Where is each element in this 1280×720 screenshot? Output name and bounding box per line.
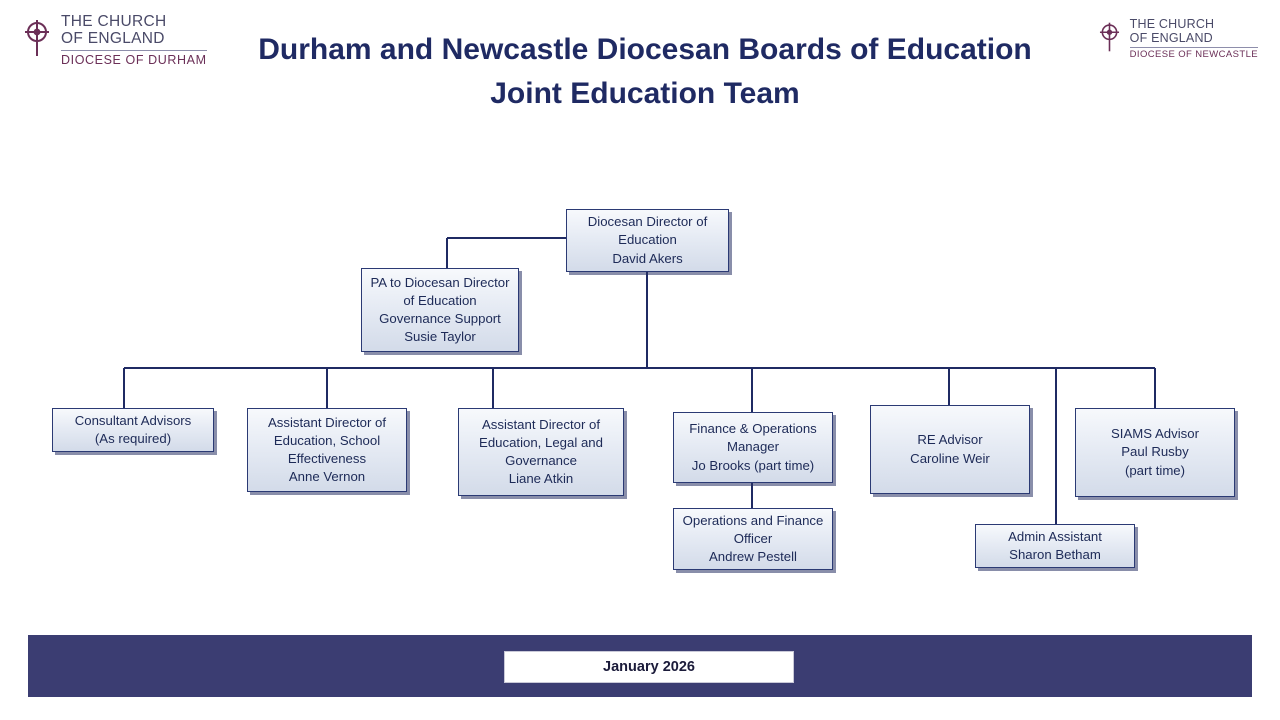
- node-text: Diocesan Director of Education David Akers: [587, 214, 708, 266]
- node-text: RE Advisor Caroline Weir: [910, 432, 990, 466]
- page-title-line1: Durham and Newcastle Diocesan Boards of Education: [258, 33, 1032, 66]
- node-diocesan-director-of-education[interactable]: [566, 209, 729, 272]
- node-text: PA to Diocesan Director of Education Governance Support Susie Taylor: [370, 274, 510, 345]
- node-assistant-director-school-effectiveness[interactable]: [247, 408, 407, 492]
- node-text: Admin Assistant Sharon Betham: [1008, 528, 1102, 562]
- logo-right-line2: OF ENGLAND: [1129, 30, 1213, 45]
- node-admin-assistant[interactable]: [975, 524, 1135, 568]
- node-text: Assistant Director of Education, School Effectiveness Anne Vernon: [268, 414, 386, 485]
- logo-left-diocese: DIOCESE OF DURHAM: [61, 50, 207, 68]
- node-siams-advisor[interactable]: [1075, 408, 1235, 497]
- footer-date-box: [504, 651, 794, 683]
- logo-right-diocese: DIOCESE OF NEWCASTLE: [1129, 49, 1258, 60]
- node-text: SIAMS Advisor Paul Rusby (part time): [1111, 426, 1199, 478]
- node-pa-to-diocesan-director[interactable]: [361, 268, 519, 352]
- page-title-line2: Joint Education Team: [490, 76, 800, 110]
- node-text: Operations and Finance Officer Andrew Pestell: [682, 512, 824, 565]
- node-text: Assistant Director of Education, Legal and Governance Liane Atkin: [479, 416, 603, 487]
- node-consultant-advisors[interactable]: [52, 408, 214, 452]
- node-assistant-director-legal-governance[interactable]: [458, 408, 624, 496]
- node-finance-operations-manager[interactable]: [673, 412, 833, 483]
- node-text: Consultant Advisors (As required): [74, 412, 192, 446]
- logo-left-line1: THE CHURCH: [61, 13, 167, 30]
- node-text: Finance & Operations Manager Jo Brooks (part time): [689, 421, 817, 473]
- logo-left-line2: OF ENGLAND: [61, 29, 165, 47]
- node-operations-and-finance-officer[interactable]: [673, 508, 833, 570]
- node-re-advisor[interactable]: [870, 405, 1030, 494]
- footer-date-label: January 2026: [603, 659, 695, 675]
- logo-right-line1: THE CHURCH: [1129, 17, 1215, 31]
